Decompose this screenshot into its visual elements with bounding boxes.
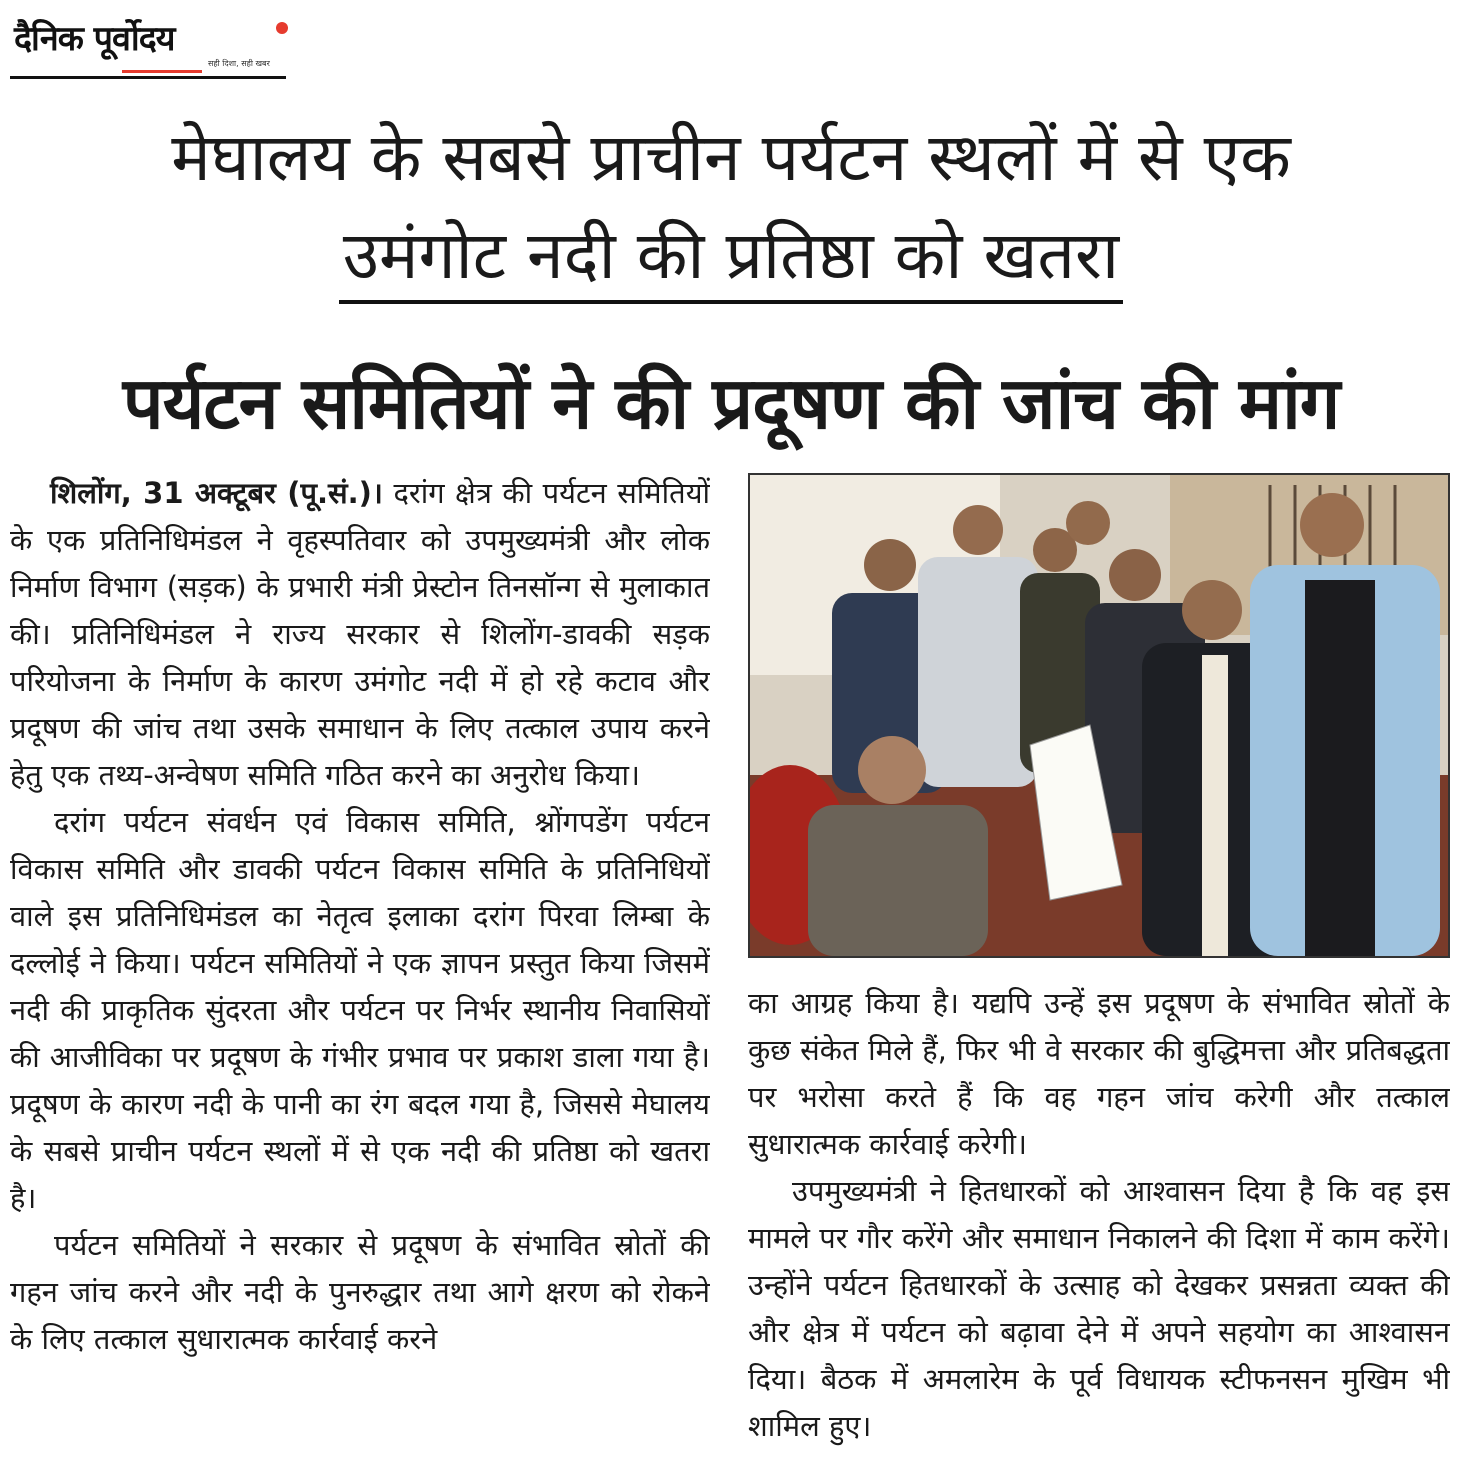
article-paragraph: उपमुख्यमंत्री ने हितधारकों को आश्वासन दिया है कि वह इस मामले पर गौर करेंगे और समाधान निकालने की दिशा में काम करेंगे। उन्होंने पर्यटन हितधारकों के उत्साह को देखकर प्रसन्नता व्यक्त की और क्षेत्र में पर्यटन को बढ़ावा देने में अपने सहयोग का आश्वासन दिया। बैठक में अमलारेम के पूर्व विधायक स्टीफनसन मुखिम भी शामिल हुए। [748, 1174, 1450, 1443]
article-paragraph: का आग्रह किया है। यद्यपि उन्हें इस प्रदूषण के संभावित स्रोतों के कुछ संकेत मिले हैं, फिर भी वे सरकार की बुद्धिमत्ता और प्रतिबद्धता पर भरोसा करते हैं कि वह गहन जांच करेगी और तत्काल सुधारात्मक कार्रवाई करेगी। [748, 986, 1450, 1161]
article-paragraph [10, 470, 710, 799]
article-paragraph: दरांग पर्यटन संवर्धन एवं विकास समिति, श्नोंगपडेंग पर्यटन विकास समिति और डावकी पर्यटन विकास समिति के प्रतिनिधियों वाले इस प्रतिनिधिमंडल का नेतृत्व इलाका दरांग पिरवा लिम्बा के दल्लोई ने किया। पर्यटन समितियों ने एक ज्ञापन प्रस्तुत किया जिसमें नदी की प्राकृतिक सुंदरता और पर्यटन पर निर्भर स्थानीय निवासियों की आजीविका पर प्रदूषण के गंभीर प्रभाव पर प्रकाश डाला गया है। प्रदूषण के कारण नदी के पानी का रंग बदल गया है, जिससे मेघालय के सबसे प्राचीन पर्यटन स्थलों में से एक नदी की प्रतिष्ठा को खतरा है। [10, 805, 710, 1215]
news-photo-image [750, 475, 1448, 956]
masthead-dot-icon [276, 22, 288, 34]
masthead-rule [10, 76, 286, 79]
masthead-name: दैनिक पूर्वोदय [14, 19, 175, 59]
headline-line-2-text: उमंगोट नदी की प्रतिष्ठा को खतरा [339, 217, 1123, 304]
news-photo [748, 473, 1450, 958]
masthead-tagline: सही दिशा, सही खबर [208, 59, 270, 68]
headline-line-2 [0, 208, 1462, 298]
headline-line-1: मेघालय के सबसे प्राचीन पर्यटन स्थलों में से एक [171, 119, 1291, 196]
main-headline: पर्यटन समितियों ने की प्रदूषण की जांच की मांग [122, 361, 1340, 445]
masthead-accent-line [122, 70, 202, 73]
article-column-left [10, 470, 710, 1481]
dateline: शिलोंग, 31 अक्टूबर (पू.सं.)। [50, 476, 383, 510]
article-paragraph: पर्यटन समितियों ने सरकार से प्रदूषण के संभावित स्रोतों की गहन जांच करने और नदी के पुनरुद्धार तथा आगे क्षरण को रोकने के लिए तत्काल सुधारात्मक कार्रवाई करने [10, 1228, 710, 1356]
article-paragraph-text: दरांग क्षेत्र की पर्यटन समितियों के एक प्रतिनिधिमंडल ने वृहस्पतिवार को उपमुख्यमंत्री और लोक निर्माण विभाग (सड़क) के प्रभारी मंत्री प्रेस्टोन तिनसॉन्ग से मुलाकात की। प्रतिनिधिमंडल ने राज्य सरकार से शिलोंग-डावकी सड़क परियोजना के निर्माण के कारण उमंगोट नदी में हो रहे कटाव और प्रदूषण की जांच तथा उसके समाधान के लिए तत्काल उपाय करने हेतु एक तथ्य-अन्वेषण समिति गठित करने का अनुरोध किया। [10, 476, 710, 792]
masthead [10, 8, 286, 74]
article-column-right [748, 980, 1450, 1480]
